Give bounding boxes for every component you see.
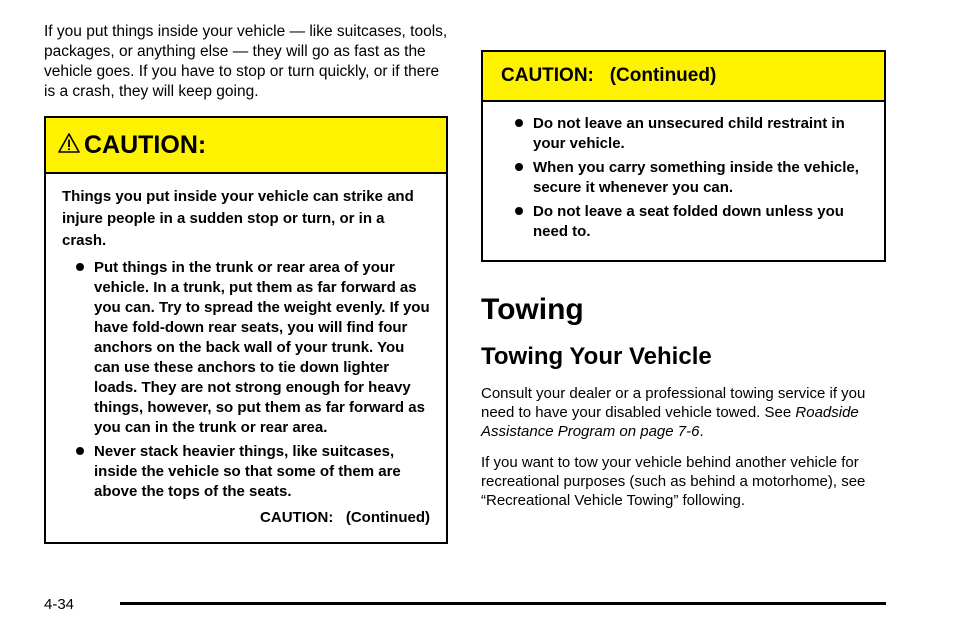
bullet-dot — [515, 207, 523, 215]
caution-body — [46, 174, 446, 542]
caution-continued-title: CAUTION: (Continued) — [501, 65, 717, 86]
footer-rule — [120, 602, 886, 605]
page-number: 4-34 — [44, 596, 75, 613]
left-column — [44, 22, 448, 544]
caution-title: CAUTION: — [84, 130, 207, 159]
list-item — [533, 202, 868, 242]
bullet-dot — [515, 163, 523, 171]
caution-header — [46, 118, 446, 174]
list-item — [94, 258, 430, 438]
towing-paragraph-2: If you want to tow your vehicle behind another vehicle for recreational purposes (such as behind a motorhome), see “Recreational Vehicle Towing” following. — [481, 454, 866, 509]
bullet-text: Put things in the trunk or rear area of your vehicle. In a trunk, put them as far forward as you can. Try to spread the weight evenly. If you have fold-down rear seats, you will find four anchors on the back wall of your trunk. You can use these anchors to tie down lighter loads. They are not strong enough for heavy things, however, so put them as far forward as you can in the trunk or rear area. — [94, 259, 430, 436]
caution-bullet-list — [62, 258, 430, 502]
towing-paragraph-1 — [481, 384, 886, 441]
caution-box — [44, 116, 448, 544]
warning-triangle-icon — [58, 132, 80, 154]
list-item — [94, 442, 430, 502]
caution-intro-text: Things you put inside your vehicle can strike and injure people in a sudden stop or turn, or in a crash. — [62, 188, 414, 249]
bullet-dot — [76, 447, 84, 455]
caution-continued-box — [481, 50, 886, 262]
caution-continued-body — [483, 102, 884, 260]
bullet-text: Do not leave an unsecured child restraint in your vehicle. — [533, 115, 845, 152]
list-item — [533, 158, 868, 198]
caution-continued-bullet-list — [497, 114, 868, 242]
bullet-text: When you carry something inside the vehicle, secure it whenever you can. — [533, 159, 859, 196]
roadside-assistance-reference[interactable]: Roadside Assistance Program on page 7-6 — [481, 404, 859, 440]
towing-paragraph-1-end: . — [699, 423, 704, 440]
bullet-text: Never stack heavier things, like suitcases, inside the vehicle so that some of them are above the tops of the seats. — [94, 443, 401, 500]
list-item — [533, 114, 868, 154]
caution-continued-label: CAUTION: (Continued) — [260, 509, 430, 526]
bullet-dot — [76, 263, 84, 271]
bullet-text: Do not leave a seat folded down unless you need to. — [533, 203, 844, 240]
subsection-title: Towing Your Vehicle — [481, 343, 712, 370]
bullet-dot — [515, 119, 523, 127]
caution-continued-header — [483, 52, 884, 102]
section-title: Towing — [481, 293, 584, 326]
right-column — [481, 50, 886, 522]
towing-paragraph-1-text: Consult your dealer or a professional towing service if you need to have your disabled vehicle towed. See — [481, 385, 866, 421]
intro-paragraph: If you put things inside your vehicle — like suitcases, tools, packages, or anything else — they will go as fast as the vehicle goes. If you have to stop or turn quickly, or if there is a crash, they will keep going. — [44, 23, 448, 100]
